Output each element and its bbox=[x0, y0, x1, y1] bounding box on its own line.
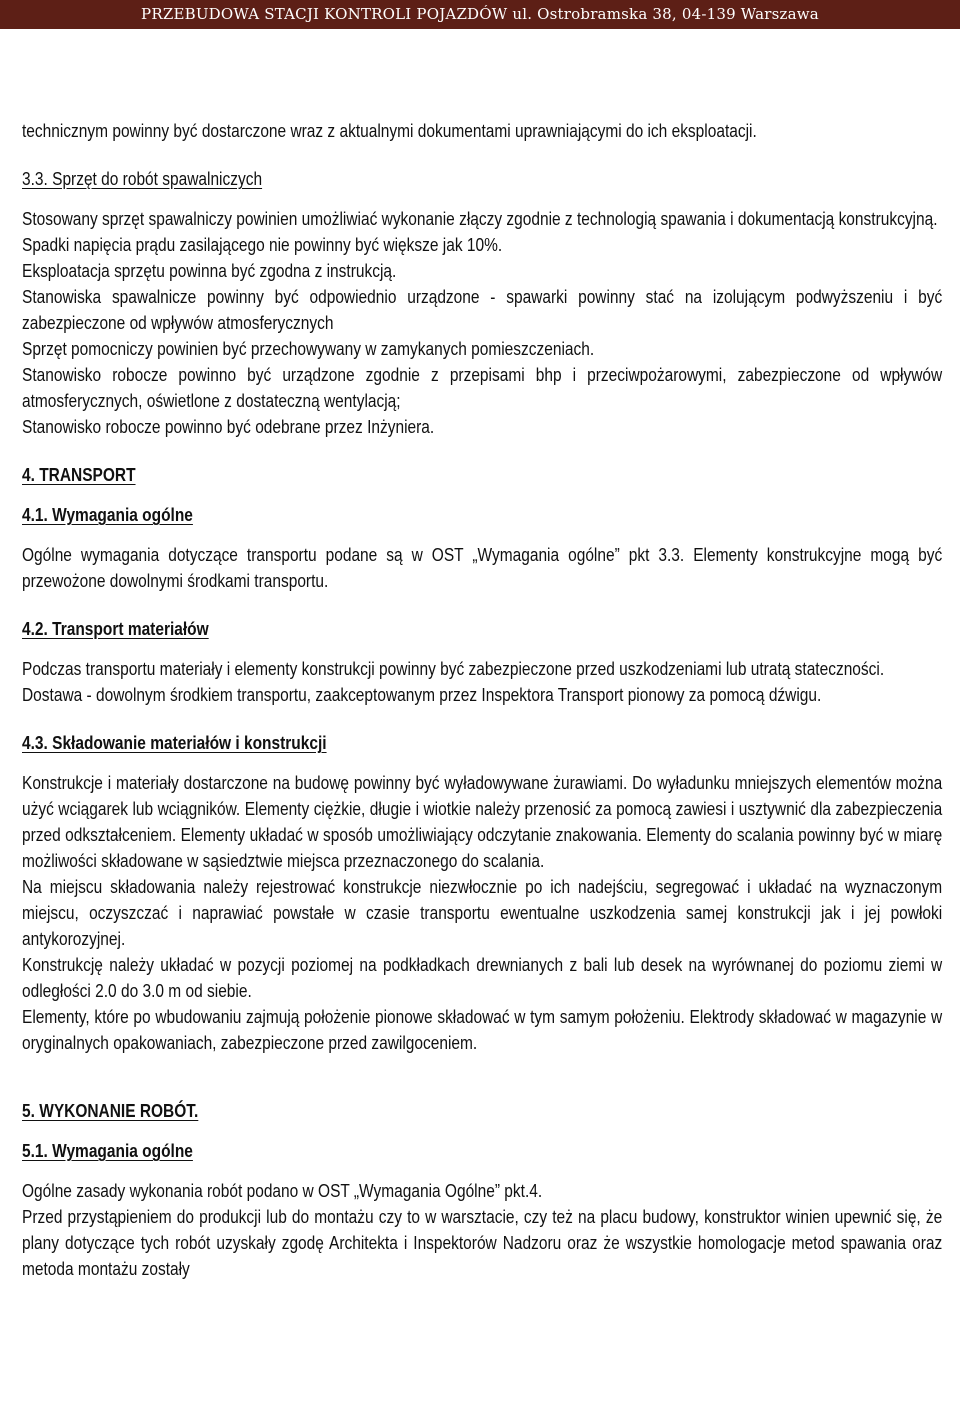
s33-line-5: Sprzęt pomocniczy powinien być przechowywany w zamykanych pomieszczeniach. bbox=[22, 339, 595, 359]
s33-line-7: Stanowisko robocze powinno być odebrane przez Inżyniera. bbox=[22, 417, 435, 437]
section-4-2-heading: 4.2. Transport materiałów bbox=[22, 619, 209, 639]
intro-paragraph: technicznym powinny być dostarczone wraz z aktualnymi dokumentami uprawniającymi do ich eksploatacji. bbox=[22, 121, 757, 141]
running-header bbox=[0, 0, 960, 29]
s42-line-2: Dostawa - dowolnym środkiem transportu, zaakceptowanym przez Inspektora Transport pionowy za pomocą dźwigu. bbox=[22, 685, 822, 705]
s41-paragraph: Ogólne wymagania dotyczące transportu podane są w OST „Wymagania ogólne” pkt 3.3. Elementy konstrukcyjne mogą być przewożone dowolnymi środkami transportu. bbox=[22, 545, 943, 591]
document-body bbox=[22, 118, 942, 1282]
s43-line-2: Na miejscu składowania należy rejestrować konstrukcje niezwłocznie po ich nadejściu, segregować i układać na wyznaczonym miejscu, oczyszczać i naprawiać powstałe w czasie transportu ewentualne uszkodzenia samej konstrukcji jak i jej powłoki antykorozyjnej. bbox=[22, 877, 943, 949]
section-4-3-heading: 4.3. Składowanie materiałów i konstrukcji bbox=[22, 733, 327, 753]
s43-line-4: Elementy, które po wbudowaniu zajmują położenie pionowe składować w tym samym położeniu. Elektrody składować w magazynie w oryginalnych opakowaniach, zabezpieczone przed zawilgoceniem. bbox=[22, 1007, 943, 1053]
s33-line-1: Stosowany sprzęt spawalniczy powinien umożliwiać wykonanie złączy zgodnie z technologią spawania i dokumentacją konstrukcyjną. bbox=[22, 209, 938, 229]
s33-line-4: Stanowiska spawalnicze powinny być odpowiednio urządzone - spawarki powinny stać na izolującym podwyższeniu i być zabezpieczone od wpływów atmosferycznych bbox=[22, 287, 943, 333]
s43-line-1: Konstrukcje i materiały dostarczone na budowę powinny być wyładowywane żurawiami. Do wyładunku mniejszych elementów można użyć wciągarek lub wciągników. Elementy ciężkie, długie i wiotkie należy przenosić za pomocą zawiesi i usztywnić dla zabezpieczenia przed odkształceniem. Elementy układać w sposób umożliwiający odczytanie znakowania. Elementy do scalania powinny być w miarę możliwości składowane w sąsiedztwie miejsca przeznaczonego do scalania. bbox=[22, 773, 943, 871]
section-4-1-heading: 4.1. Wymagania ogólne bbox=[22, 505, 193, 525]
s51-line-1: Ogólne zasady wykonania robót podano w OST „Wymagania Ogólne” pkt.4. bbox=[22, 1181, 543, 1201]
section-5-1-heading: 5.1. Wymagania ogólne bbox=[22, 1141, 193, 1161]
s51-line-2: Przed przystąpieniem do produkcji lub do montażu czy to w warsztacie, czy też na placu budowy, konstruktor winien upewnić się, że plany dotyczące tych robót uzyskały zgodę Architekta i Inspektorów Nadzoru oraz że wszystkie homologacje metod spawania oraz metoda montażu zostały bbox=[22, 1207, 943, 1279]
header-title: PRZEBUDOWA STACJI KONTROLI POJAZDÓW ul. Ostrobramska 38, 04-139 Warszawa bbox=[141, 5, 819, 23]
section-4-heading: 4. TRANSPORT bbox=[22, 465, 136, 485]
section-5-heading: 5. WYKONANIE ROBÓT. bbox=[22, 1101, 199, 1121]
s43-line-3: Konstrukcję należy układać w pozycji poziomej na podkładkach drewnianych z bali lub desek na wyrównanej do poziomu ziemi w odległości 2.0 do 3.0 m od siebie. bbox=[22, 955, 943, 1001]
s42-line-1: Podczas transportu materiały i elementy konstrukcji powinny być zabezpieczone przed uszkodzeniami lub utratą stateczności. bbox=[22, 659, 885, 679]
s33-line-2: Spadki napięcia prądu zasilającego nie powinny być większe jak 10%. bbox=[22, 235, 503, 255]
s33-line-3: Eksploatacja sprzętu powinna być zgodna z instrukcją. bbox=[22, 261, 397, 281]
s33-line-6: Stanowisko robocze powinno być urządzone zgodnie z przepisami bhp i przeciwpożarowymi, zabezpieczone od wpływów atmosferycznych, oświetlone z dostateczną wentylacją; bbox=[22, 365, 943, 411]
section-3-3-heading: 3.3. Sprzęt do robót spawalniczych bbox=[22, 169, 263, 189]
